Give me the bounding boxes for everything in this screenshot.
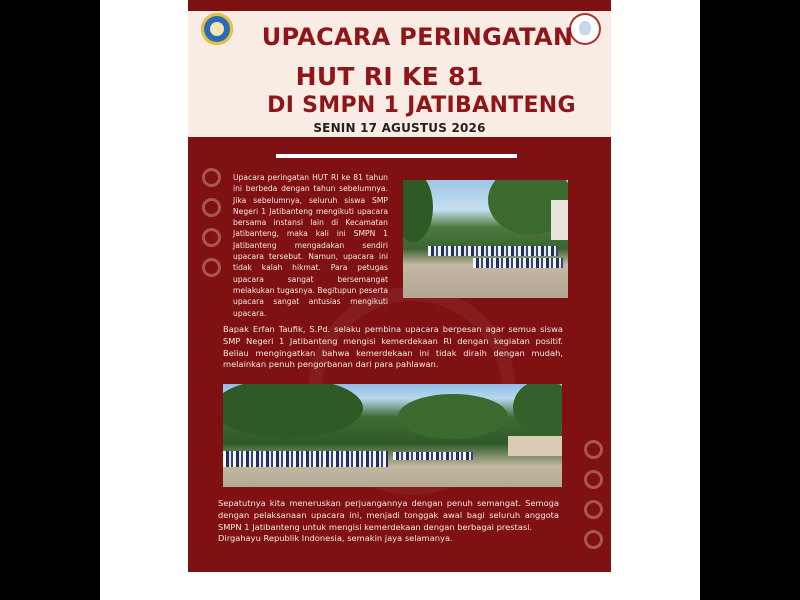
participants-row: [473, 258, 563, 268]
tree: [513, 384, 562, 435]
paragraph-hope: Sepatutnya kita meneruskan perjuangannya dengan penuh semangat. Semoga dengan pelaksanaan upacara ini, menjadi tonggak awal bagi seluruh anggota SMPN 1 Jatibanteng untuk mengisi kemerdekaan dengan berbagai prestasi.: [218, 498, 559, 532]
title-line-3: DI SMPN 1 JATIBANTENG: [267, 93, 576, 118]
divider-line: [276, 154, 517, 158]
right-letterbox: [700, 0, 800, 600]
poster: [188, 0, 611, 572]
building: [508, 436, 562, 456]
top-strip: [188, 0, 611, 11]
decorative-circle: [584, 470, 603, 489]
poster-body: [188, 137, 611, 572]
poster-header: [188, 11, 611, 137]
decorative-circle: [202, 168, 221, 187]
participants-row: [223, 451, 388, 467]
participants-row: [428, 246, 558, 256]
decorative-circle: [202, 258, 221, 277]
tree: [403, 180, 433, 242]
title-line-2: HUT RI KE 81: [295, 62, 484, 91]
decorative-circle: [584, 500, 603, 519]
paragraph-intro: Upacara peringatan HUT RI ke 81 tahun ini berbeda dengan tahun sebelumnya. Jika sebelumnya, seluruh siswa SMP Negeri 1 Jatibanteng mengikuti upacara bersama instansi lain di Kecamatan Jatibanteng, maka kali ini SMPN 1 Jatibanteng mengadakan sendiri upacara tersebut. Namun, upacara ini tidak kalah hikmat. Para petugas upacara sangat bersemangat melakukan tugasnya. Begitupun peserta upacara sangat antusias mengikuti upacara.: [233, 173, 388, 318]
building: [551, 200, 568, 240]
tree: [223, 384, 363, 438]
ceremony-photo-1: [403, 180, 568, 298]
left-letterbox: [0, 0, 100, 600]
event-date: SENIN 17 AGUSTUS 2026: [313, 121, 486, 135]
paragraph-greeting: Dirgahayu Republik Indonesia, semakin jaya selamanya.: [218, 533, 453, 544]
decorative-circle: [584, 440, 603, 459]
page-canvas: [100, 0, 700, 600]
participants-row: [393, 452, 473, 460]
tree: [398, 394, 508, 439]
title-line-1: UPACARA PERINGATAN: [261, 23, 574, 51]
paragraph-message: Bapak Erfan Taufik, S.Pd. selaku pembina upacara berpesan agar semua siswa SMP Negeri 1 Jatibanteng mengisi kemerdekaan RI dengan kegiatan positif. Beliau mengingatkan bahwa kemerdekaan ini tidak diraih dengan mudah, melainkan penuh pengorbanan dari para pahlawan.: [223, 324, 563, 370]
decorative-circle: [202, 198, 221, 217]
ceremony-photo-2: [223, 384, 562, 487]
decorative-circle: [202, 228, 221, 247]
decorative-circle: [584, 530, 603, 549]
paragraph-closing: [218, 498, 559, 545]
